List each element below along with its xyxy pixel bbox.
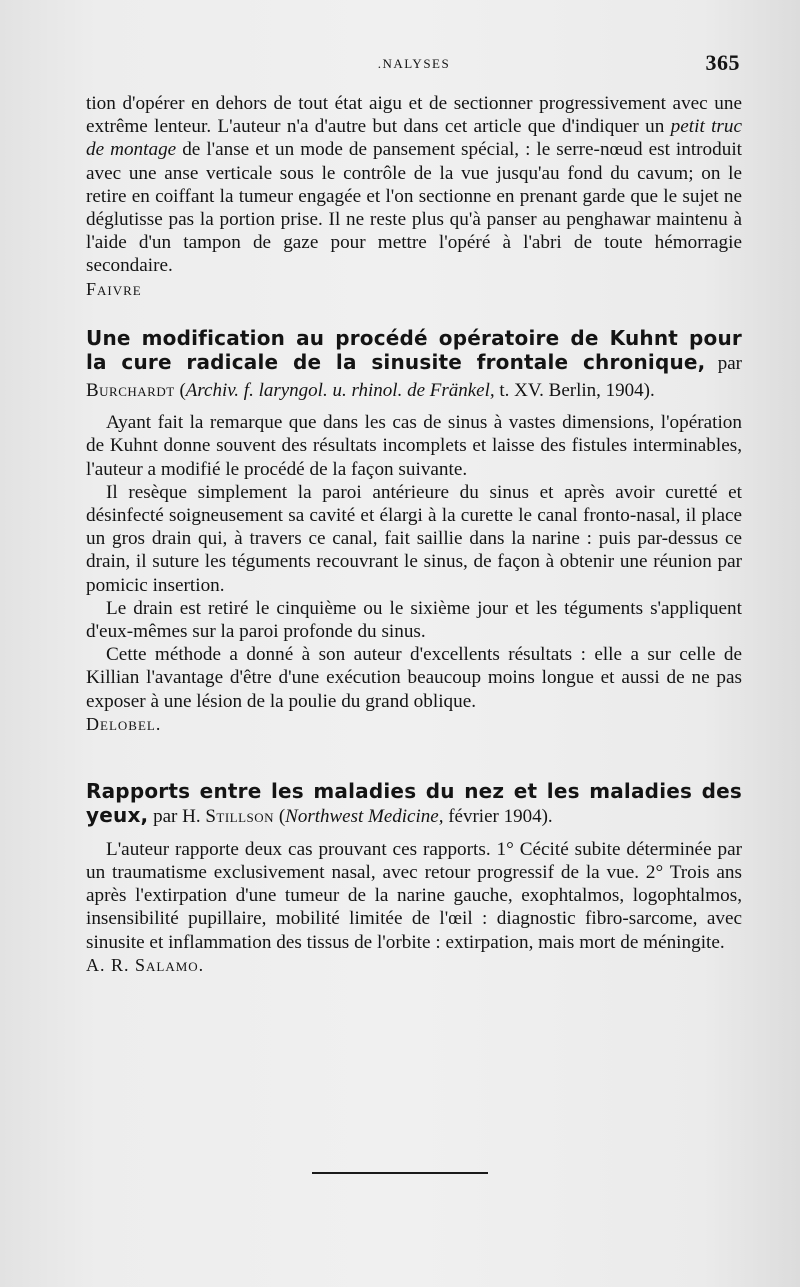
- byline-prefix: par H.: [148, 806, 206, 828]
- running-head: .NALYSES: [377, 56, 451, 71]
- article-paragraph: L'auteur rapporte deux cas prouvant ces rapports. 1° Cécité subite déterminée par un traumatisme exclusivement nasal, avec retour progressif de la vue. 2° Trois ans après l'extirpation d'une tumeur de la narine gauche, exophtalmos, logophtalmos, insensibilité pupillaire, mobilité limitée de l'œil : diagnostic fibro-sarcome, avec sinusite et inflammation des tissus de l'orbite : extirpation, mais mort de méningite.: [86, 838, 742, 953]
- paragraph-text: tion d'opérer en dehors de tout état aigu et de sectionner progressivement avec une extrême lenteur. L'auteur n'a d'autre but dans cet article que d'indiquer un: [86, 93, 742, 138]
- source-details: t. XV. Berlin, 1904).: [494, 379, 655, 401]
- byline-prefix: par: [705, 353, 742, 375]
- page-number: 365: [705, 50, 740, 75]
- signature-faivre: Faivre: [86, 278, 142, 299]
- page-content: [86, 92, 742, 976]
- article-faivre-tail: [86, 92, 742, 300]
- source-details: février 1904).: [443, 806, 553, 828]
- article-heading: [86, 326, 742, 404]
- emphasis-text: petit truc de montage: [86, 116, 743, 161]
- journal-name: Archiv. f. laryngol. u. rhinol. de Fränkel,: [185, 379, 495, 401]
- article-title: Une modification au procédé opératoire de Kuhnt pour la cure radicale de la sinusite frontale chronique,: [86, 325, 742, 375]
- source-open: (: [174, 379, 186, 401]
- article-title: Rapports entre les maladies du nez et les maladies des yeux,: [86, 778, 742, 828]
- article-paragraph: Cette méthode a donné à son auteur d'excellents résultats : elle a sur celle de Killian l'avantage d'être d'une exécution beaucoup moins longue et aussi de ne pas exposer à une lésion de la poulie du grand oblique.: [86, 644, 742, 712]
- page-header: [84, 50, 744, 82]
- article-paragraph: Ayant fait la remarque que dans les cas de sinus à vastes dimensions, l'opération de Kuhnt donne souvent des résultats incomplets et laisse des fistules interminables, l'auteur a modifié le procédé de la façon suivante.: [86, 412, 742, 480]
- article-kuhnt-modification: [86, 326, 742, 735]
- article-author: Burchardt: [86, 379, 175, 401]
- article-paragraph: Le drain est retiré le cinquième ou le sixième jour et les téguments s'appliquent d'eux-mêmes sur la paroi profonde du sinus.: [86, 597, 742, 642]
- paragraph-text: de l'anse et un mode de pansement spécial, : le serre-nœud est introduit avec une anse verticale sous le contrôle de la vue jusqu'au fond du cavum; on le retire en coiffant la tumeur engagée et l'on sectionne en prenant garde que le sujet ne déglutisse pas la portion prise. Il ne reste plus qu'à panser au penghawar maintenu à l'aide d'un tampon de gaze pour mettre l'opéré à l'abri de toute hémorragie secondaire.: [86, 139, 742, 277]
- article-heading: [86, 779, 742, 830]
- article-byline: [148, 806, 552, 827]
- signature-delobel: Delobel.: [86, 713, 162, 734]
- end-rule: [312, 1172, 488, 1174]
- article-author: Stillson: [205, 806, 275, 828]
- article-paragraph: Il resèque simplement la paroi antérieure du sinus et après avoir curetté et désinfecté soigneusement sa cavité et élargi à la curette le canal fronto-nasal, il place un gros drain qui, à travers ce canal, fait saillie dans la narine : puis par-dessus ce drain, il suture les téguments recouvrant le sinus, de façon à obtenir une réunion par pomicic insertion.: [86, 481, 742, 596]
- signature-salamo: A. R. Salamo.: [86, 954, 205, 975]
- source-open: (: [274, 806, 286, 828]
- article-nose-eye-diseases: [86, 779, 742, 976]
- article-paragraph: [86, 92, 742, 278]
- journal-name: Northwest Medicine,: [285, 806, 444, 828]
